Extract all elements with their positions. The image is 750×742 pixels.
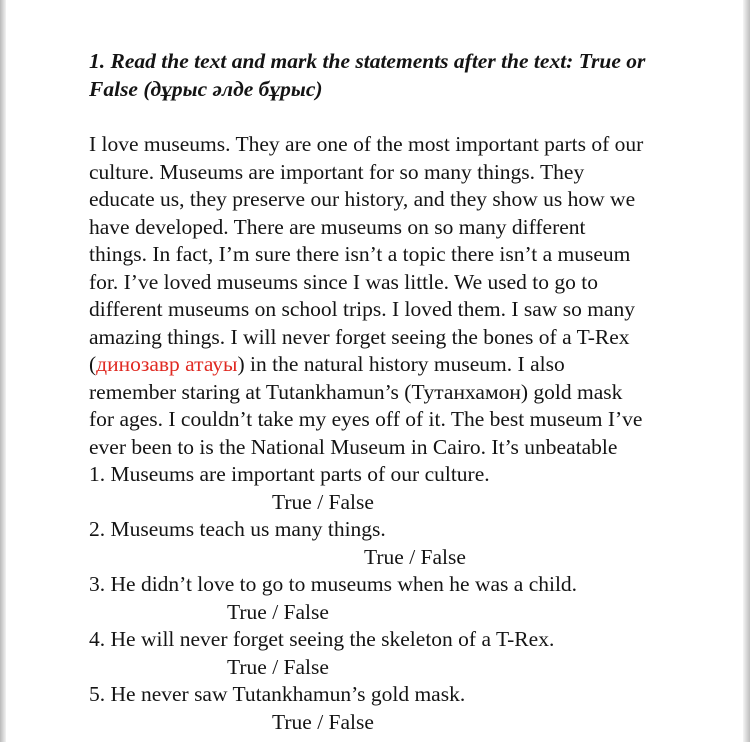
true-false-choice-1[interactable]: True / False <box>272 489 374 514</box>
translation-note: динозавр атауы <box>96 352 238 376</box>
passage-line: different museums on school trips. I loved them. I saw so many <box>89 297 635 321</box>
exercise-heading <box>89 47 729 103</box>
statement-1: 1. Museums are important parts of our culture. <box>89 462 490 486</box>
passage-line: culture. Museums are important for so many things. They <box>89 159 585 184</box>
passage-line: have developed. There are museums on so many different <box>89 214 586 239</box>
statement-2: 2. Museums teach us many things. <box>89 517 386 541</box>
passage-line: things. In fact, I’m sure there isn’t a topic there isn’t a museum <box>89 242 631 266</box>
passage-line-with-translation <box>89 351 729 379</box>
passage-line: educate us, they preserve our history, and they show us how we <box>89 187 636 211</box>
passage-line: amazing things. I will never forget seeing the bones of a T-Rex <box>89 324 630 349</box>
page-edge-shadow-left <box>0 0 6 742</box>
passage-line: for. I’ve loved museums since I was little. We used to go to <box>89 269 598 294</box>
passage-line: for ages. I couldn’t take my eyes off of it. The best museum I’ve <box>89 407 643 431</box>
passage-line: remember staring at Tutankhamun’s (Тутанхамон) gold mask <box>89 379 623 404</box>
passage-line: I love museums. They are one of the most important parts of our <box>89 132 644 156</box>
true-false-choice-2[interactable]: True / False <box>364 544 466 569</box>
heading-line-1: 1. Read the text and mark the statements after the text: True or <box>89 49 646 73</box>
true-false-choice-4[interactable]: True / False <box>227 654 329 679</box>
true-false-choice-3[interactable]: True / False <box>227 599 329 624</box>
statement-5: 5. He never saw Tutankhamun’s gold mask. <box>89 682 466 706</box>
reading-passage <box>89 131 729 736</box>
statement-4: 4. He will never forget seeing the skeleton of a T-Rex. <box>89 627 555 651</box>
heading-line-2: False (дұрыс әлде бұрыс) <box>89 77 323 101</box>
passage-line: ever been to is the National Museum in Cairo. It’s unbeatable <box>89 434 618 459</box>
statement-3: 3. He didn’t love to go to museums when he was a child. <box>89 572 578 596</box>
true-false-choice-5[interactable]: True / False <box>272 709 374 734</box>
open-paren: ( <box>89 352 97 376</box>
page-edge-shadow-right <box>743 0 750 742</box>
passage-line-rest: ) in the natural history museum. I also <box>237 352 565 376</box>
